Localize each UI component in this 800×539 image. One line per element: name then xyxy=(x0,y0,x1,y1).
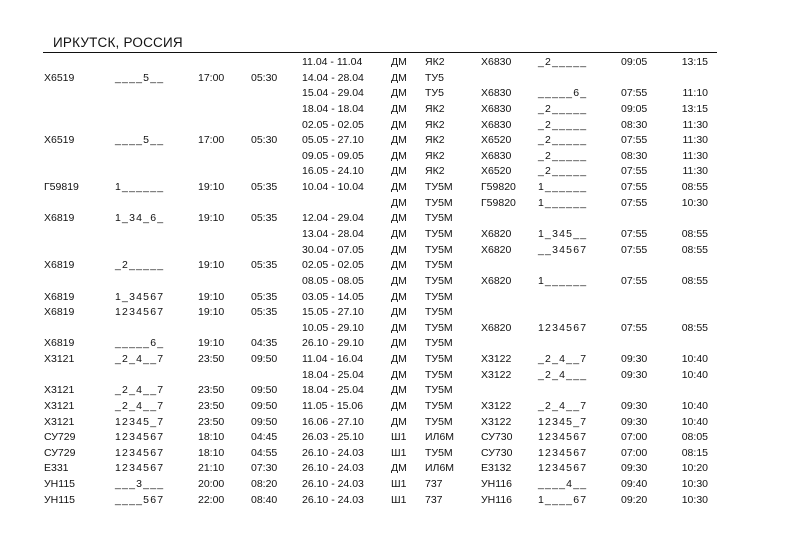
return-arrival-time-cell: 13:15 xyxy=(681,102,708,115)
flight-number-cell: УН115 xyxy=(44,493,75,506)
return-days-of-week-cell: _2_____ xyxy=(538,134,588,147)
return-flight-number-cell: СУ730 xyxy=(481,431,513,444)
days-of-week-cell: 1_34_6_ xyxy=(115,212,165,225)
days-of-week-cell: ____567 xyxy=(115,493,165,506)
validity-period-cell: 03.05 - 14.05 xyxy=(302,290,364,303)
days-of-week-cell: 1234567 xyxy=(115,446,165,459)
return-departure-time-cell: 07:55 xyxy=(621,196,648,209)
return-days-of-week-cell: _2_____ xyxy=(538,118,588,131)
return-flight-number-cell: Х6820 xyxy=(481,243,512,256)
validity-period-cell: 26.03 - 25.10 xyxy=(302,431,364,444)
return-departure-time-cell: 07:00 xyxy=(621,446,648,459)
schedule-row xyxy=(0,430,800,445)
arrival-time-cell: 04:45 xyxy=(251,431,278,444)
aircraft-type-cell: 737 xyxy=(425,493,443,506)
return-flight-number-cell: Х6830 xyxy=(481,149,512,162)
validity-period-cell: 16.06 - 27.10 xyxy=(302,415,364,428)
departure-time-cell: 18:10 xyxy=(198,431,225,444)
arrival-time-cell: 04:35 xyxy=(251,337,278,350)
terminal-cell: ДМ xyxy=(391,56,407,68)
days-of-week-cell: 1______ xyxy=(115,181,165,193)
departure-time-cell: 23:50 xyxy=(198,415,225,428)
departure-time-cell: 20:00 xyxy=(198,478,225,490)
validity-period-cell: 09.05 - 09.05 xyxy=(302,149,364,162)
flight-number-cell: Х6519 xyxy=(44,71,75,84)
return-arrival-time-cell: 13:15 xyxy=(681,56,708,68)
return-days-of-week-cell: ____4__ xyxy=(538,478,588,490)
return-days-of-week-cell: _2_____ xyxy=(538,165,588,178)
return-departure-time-cell: 07:55 xyxy=(621,181,648,193)
aircraft-type-cell: ТУ5М xyxy=(425,196,453,209)
schedule-row xyxy=(0,290,800,305)
schedule-row xyxy=(0,336,800,351)
return-days-of-week-cell: _2_4__7 xyxy=(538,353,588,365)
return-arrival-time-cell: 11:30 xyxy=(682,165,708,178)
departure-time-cell: 22:00 xyxy=(198,493,225,506)
aircraft-type-cell: ИЛ6М xyxy=(425,431,455,444)
return-flight-number-cell: Х3122 xyxy=(481,368,512,381)
validity-period-cell: 18.04 - 25.04 xyxy=(302,368,364,381)
days-of-week-cell: _2_4__7 xyxy=(115,353,165,365)
aircraft-type-cell: ЯК2 xyxy=(425,149,445,162)
schedule-row xyxy=(0,399,800,414)
days-of-week-cell: _____6_ xyxy=(115,337,165,350)
arrival-time-cell: 09:50 xyxy=(251,384,278,397)
validity-period-cell: 15.05 - 27.10 xyxy=(302,306,364,319)
terminal-cell: ДМ xyxy=(391,134,407,147)
return-departure-time-cell: 09:30 xyxy=(621,353,648,365)
flight-number-cell: Х6819 xyxy=(44,337,75,350)
flight-number-cell: Х6819 xyxy=(44,259,75,272)
return-departure-time-cell: 09:30 xyxy=(621,415,648,428)
aircraft-type-cell: ТУ5М xyxy=(425,306,453,319)
terminal-cell: ДМ xyxy=(391,399,407,412)
return-arrival-time-cell: 11:10 xyxy=(682,87,708,100)
schedule-row xyxy=(0,180,800,195)
return-days-of-week-cell: 1234567 xyxy=(538,446,588,459)
return-days-of-week-cell: 1______ xyxy=(538,274,588,287)
aircraft-type-cell: ТУ5М xyxy=(425,446,453,459)
validity-period-cell: 11.04 - 16.04 xyxy=(302,353,364,365)
arrival-time-cell: 05:35 xyxy=(251,306,278,319)
validity-period-cell: 02.05 - 02.05 xyxy=(302,118,364,131)
schedule-row xyxy=(0,243,800,258)
aircraft-type-cell: ТУ5М xyxy=(425,212,453,225)
schedule-row xyxy=(0,493,800,508)
terminal-cell: ДМ xyxy=(391,71,407,84)
return-flight-number-cell: Х6520 xyxy=(481,165,512,178)
departure-time-cell: 19:10 xyxy=(198,181,225,193)
return-arrival-time-cell: 11:30 xyxy=(682,134,708,147)
return-flight-number-cell: Х6820 xyxy=(481,274,512,287)
return-departure-time-cell: 09:05 xyxy=(621,56,648,68)
return-flight-number-cell: Х6830 xyxy=(481,87,512,100)
validity-period-cell: 12.04 - 29.04 xyxy=(302,212,364,225)
departure-time-cell: 19:10 xyxy=(198,290,225,303)
departure-time-cell: 19:10 xyxy=(198,306,225,319)
return-days-of-week-cell: 1______ xyxy=(538,196,588,209)
days-of-week-cell: 12345_7 xyxy=(115,415,165,428)
flight-number-cell: Х6819 xyxy=(44,306,75,319)
schedule-row xyxy=(0,227,800,242)
return-departure-time-cell: 09:40 xyxy=(621,478,648,490)
schedule-row xyxy=(0,164,800,179)
schedule-row xyxy=(0,446,800,461)
return-days-of-week-cell: 1234567 xyxy=(538,462,588,475)
return-arrival-time-cell: 08:15 xyxy=(681,446,708,459)
flight-number-cell: СУ729 xyxy=(44,431,76,444)
arrival-time-cell: 05:30 xyxy=(251,71,278,84)
return-departure-time-cell: 07:55 xyxy=(621,243,648,256)
return-arrival-time-cell: 10:40 xyxy=(681,415,708,428)
return-days-of-week-cell: 12345_7 xyxy=(538,415,588,428)
schedule-row xyxy=(0,274,800,289)
departure-time-cell: 21:10 xyxy=(198,462,225,475)
validity-period-cell: 26.10 - 24.03 xyxy=(302,493,364,506)
departure-time-cell: 23:50 xyxy=(198,399,225,412)
arrival-time-cell: 08:20 xyxy=(251,478,278,490)
terminal-cell: ДМ xyxy=(391,118,407,131)
return-flight-number-cell: Х6830 xyxy=(481,102,512,115)
aircraft-type-cell: ЯК2 xyxy=(425,102,445,115)
return-flight-number-cell: УН116 xyxy=(481,493,512,506)
days-of-week-cell: _2_4__7 xyxy=(115,384,165,397)
validity-period-cell: 26.10 - 24.03 xyxy=(302,462,364,475)
aircraft-type-cell: ТУ5М xyxy=(425,274,453,287)
validity-period-cell: 18.04 - 25.04 xyxy=(302,384,364,397)
days-of-week-cell: 1234567 xyxy=(115,462,165,475)
aircraft-type-cell: ТУ5М xyxy=(425,243,453,256)
schedule-row xyxy=(0,71,800,86)
return-flight-number-cell: Х6820 xyxy=(481,227,512,240)
aircraft-type-cell: ТУ5М xyxy=(425,259,453,272)
aircraft-type-cell: ТУ5М xyxy=(425,384,453,397)
return-arrival-time-cell: 10:40 xyxy=(681,353,708,365)
terminal-cell: Ш1 xyxy=(391,478,407,490)
return-departure-time-cell: 07:55 xyxy=(621,227,648,240)
schedule-row xyxy=(0,211,800,226)
return-departure-time-cell: 08:30 xyxy=(621,149,648,162)
departure-time-cell: 23:50 xyxy=(198,384,225,397)
return-flight-number-cell: Х3122 xyxy=(481,415,512,428)
terminal-cell: ДМ xyxy=(391,181,407,193)
schedule-row xyxy=(0,368,800,383)
schedule-row xyxy=(0,305,800,320)
terminal-cell: ДМ xyxy=(391,462,407,475)
terminal-cell: ДМ xyxy=(391,259,407,272)
aircraft-type-cell: ТУ5М xyxy=(425,353,453,365)
schedule-row xyxy=(0,415,800,430)
return-arrival-time-cell: 10:30 xyxy=(681,478,708,490)
departure-time-cell: 23:50 xyxy=(198,353,225,365)
days-of-week-cell: ____5__ xyxy=(115,134,165,147)
terminal-cell: ДМ xyxy=(391,384,407,397)
schedule-row xyxy=(0,118,800,133)
validity-period-cell: 13.04 - 28.04 xyxy=(302,227,364,240)
terminal-cell: ДМ xyxy=(391,196,407,209)
arrival-time-cell: 05:35 xyxy=(251,259,278,272)
return-departure-time-cell: 08:30 xyxy=(621,118,648,131)
return-flight-number-cell: Х6520 xyxy=(481,134,512,147)
return-flight-number-cell: Г59820 xyxy=(481,196,516,209)
aircraft-type-cell: ТУ5М xyxy=(425,290,453,303)
flight-number-cell: Х3121 xyxy=(44,384,75,397)
schedule-row xyxy=(0,196,800,211)
aircraft-type-cell: ТУ5М xyxy=(425,415,453,428)
validity-period-cell: 15.04 - 29.04 xyxy=(302,87,364,100)
validity-period-cell: 30.04 - 07.05 xyxy=(302,243,364,256)
page-title: ИРКУТСК, РОССИЯ xyxy=(53,35,183,50)
return-arrival-time-cell: 11:30 xyxy=(682,149,708,162)
return-flight-number-cell: Х6830 xyxy=(481,56,512,68)
schedule-row xyxy=(0,133,800,148)
schedule-row xyxy=(0,149,800,164)
arrival-time-cell: 05:35 xyxy=(251,212,278,225)
return-days-of-week-cell: 1____67 xyxy=(538,493,588,506)
aircraft-type-cell: ТУ5М xyxy=(425,227,453,240)
validity-period-cell: 02.05 - 02.05 xyxy=(302,259,364,272)
aircraft-type-cell: ЯК2 xyxy=(425,118,445,131)
terminal-cell: ДМ xyxy=(391,306,407,319)
return-flight-number-cell: СУ730 xyxy=(481,446,513,459)
arrival-time-cell: 09:50 xyxy=(251,399,278,412)
return-departure-time-cell: 07:00 xyxy=(621,431,648,444)
validity-period-cell: 11.04 - 11.04 xyxy=(302,56,363,68)
schedule-row xyxy=(0,258,800,273)
validity-period-cell: 26.10 - 24.03 xyxy=(302,446,364,459)
days-of-week-cell: _2_____ xyxy=(115,259,165,272)
return-flight-number-cell: Е3132 xyxy=(481,462,512,475)
flight-number-cell: Х3121 xyxy=(44,353,75,365)
return-flight-number-cell: Х6830 xyxy=(481,118,512,131)
validity-period-cell: 08.05 - 08.05 xyxy=(302,274,364,287)
departure-time-cell: 19:10 xyxy=(198,337,225,350)
return-departure-time-cell: 09:30 xyxy=(621,462,648,475)
return-days-of-week-cell: 1______ xyxy=(538,181,588,193)
terminal-cell: ДМ xyxy=(391,87,407,100)
aircraft-type-cell: ТУ5М xyxy=(425,399,453,412)
terminal-cell: ДМ xyxy=(391,415,407,428)
schedule-row xyxy=(0,321,800,336)
return-arrival-time-cell: 08:55 xyxy=(681,321,708,334)
validity-period-cell: 18.04 - 18.04 xyxy=(302,102,364,115)
days-of-week-cell: _2_4__7 xyxy=(115,399,165,412)
departure-time-cell: 19:10 xyxy=(198,259,225,272)
return-days-of-week-cell: _2_____ xyxy=(538,102,588,115)
aircraft-type-cell: ТУ5 xyxy=(425,71,444,84)
days-of-week-cell: ___3___ xyxy=(115,478,165,490)
flight-number-cell: СУ729 xyxy=(44,446,76,459)
arrival-time-cell: 09:50 xyxy=(251,353,278,365)
days-of-week-cell: 1_34567 xyxy=(115,290,165,303)
schedule-row xyxy=(0,352,800,367)
terminal-cell: Ш1 xyxy=(391,446,407,459)
return-arrival-time-cell: 10:40 xyxy=(681,399,708,412)
flight-number-cell: Х6819 xyxy=(44,290,75,303)
validity-period-cell: 14.04 - 28.04 xyxy=(302,71,364,84)
arrival-time-cell: 05:35 xyxy=(251,290,278,303)
terminal-cell: ДМ xyxy=(391,165,407,178)
validity-period-cell: 05.05 - 27.10 xyxy=(302,134,364,147)
return-departure-time-cell: 07:55 xyxy=(621,134,648,147)
schedule-row xyxy=(0,461,800,476)
terminal-cell: ДМ xyxy=(391,321,407,334)
return-days-of-week-cell: _2_4__7 xyxy=(538,399,588,412)
return-flight-number-cell: Х3122 xyxy=(481,399,512,412)
return-departure-time-cell: 09:20 xyxy=(621,493,648,506)
terminal-cell: ДМ xyxy=(391,102,407,115)
return-departure-time-cell: 09:05 xyxy=(621,102,648,115)
schedule-row xyxy=(0,55,800,70)
terminal-cell: ДМ xyxy=(391,212,407,225)
flight-number-cell: Х6819 xyxy=(44,212,75,225)
validity-period-cell: 26.10 - 24.03 xyxy=(302,478,364,490)
return-days-of-week-cell: 1234567 xyxy=(538,321,588,334)
return-days-of-week-cell: 1234567 xyxy=(538,431,588,444)
departure-time-cell: 17:00 xyxy=(198,71,225,84)
aircraft-type-cell: ТУ5 xyxy=(425,87,444,100)
return-arrival-time-cell: 08:05 xyxy=(681,431,708,444)
departure-time-cell: 19:10 xyxy=(198,212,225,225)
header-divider xyxy=(43,52,717,53)
return-days-of-week-cell: _2_____ xyxy=(538,149,588,162)
return-flight-number-cell: УН116 xyxy=(481,478,512,490)
departure-time-cell: 17:00 xyxy=(198,134,225,147)
terminal-cell: Ш1 xyxy=(391,431,407,444)
validity-period-cell: 10.04 - 10.04 xyxy=(302,181,364,193)
return-arrival-time-cell: 08:55 xyxy=(681,243,708,256)
aircraft-type-cell: ТУ5М xyxy=(425,368,453,381)
flight-number-cell: Х3121 xyxy=(44,399,75,412)
terminal-cell: ДМ xyxy=(391,149,407,162)
terminal-cell: ДМ xyxy=(391,243,407,256)
return-departure-time-cell: 07:55 xyxy=(621,87,648,100)
return-days-of-week-cell: _2_____ xyxy=(538,56,588,68)
return-departure-time-cell: 07:55 xyxy=(621,274,648,287)
validity-period-cell: 11.05 - 15.06 xyxy=(302,399,364,412)
arrival-time-cell: 08:40 xyxy=(251,493,278,506)
days-of-week-cell: 1234567 xyxy=(115,431,165,444)
schedule-row xyxy=(0,477,800,492)
flight-number-cell: Х6519 xyxy=(44,134,75,147)
arrival-time-cell: 04:55 xyxy=(251,446,278,459)
return-flight-number-cell: Х3122 xyxy=(481,353,512,365)
validity-period-cell: 26.10 - 29.10 xyxy=(302,337,364,350)
schedule-row xyxy=(0,102,800,117)
arrival-time-cell: 05:35 xyxy=(251,181,278,193)
aircraft-type-cell: 737 xyxy=(425,478,443,490)
aircraft-type-cell: ИЛ6М xyxy=(425,462,455,475)
return-arrival-time-cell: 10:20 xyxy=(681,462,708,475)
flight-number-cell: Х3121 xyxy=(44,415,75,428)
days-of-week-cell: 1234567 xyxy=(115,306,165,319)
return-flight-number-cell: Х6820 xyxy=(481,321,512,334)
terminal-cell: Ш1 xyxy=(391,493,407,506)
validity-period-cell: 16.05 - 24.10 xyxy=(302,165,364,178)
terminal-cell: ДМ xyxy=(391,337,407,350)
return-arrival-time-cell: 08:55 xyxy=(681,274,708,287)
return-days-of-week-cell: __34567 xyxy=(538,243,588,256)
terminal-cell: ДМ xyxy=(391,290,407,303)
return-departure-time-cell: 09:30 xyxy=(621,368,648,381)
return-arrival-time-cell: 11:30 xyxy=(682,118,708,131)
aircraft-type-cell: ЯК2 xyxy=(425,134,445,147)
return-arrival-time-cell: 10:30 xyxy=(681,196,708,209)
return-arrival-time-cell: 08:55 xyxy=(681,227,708,240)
flight-number-cell: УН115 xyxy=(44,478,75,490)
aircraft-type-cell: ЯК2 xyxy=(425,165,445,178)
return-departure-time-cell: 07:55 xyxy=(621,165,648,178)
return-days-of-week-cell: _____6_ xyxy=(538,87,588,100)
terminal-cell: ДМ xyxy=(391,353,407,365)
return-days-of-week-cell: _2_4___ xyxy=(538,368,588,381)
terminal-cell: ДМ xyxy=(391,274,407,287)
schedule-row xyxy=(0,383,800,398)
return-arrival-time-cell: 10:40 xyxy=(681,368,708,381)
arrival-time-cell: 05:30 xyxy=(251,134,278,147)
aircraft-type-cell: ТУ5М xyxy=(425,321,453,334)
return-arrival-time-cell: 08:55 xyxy=(681,181,708,193)
flight-number-cell: Е331 xyxy=(44,462,69,475)
arrival-time-cell: 07:30 xyxy=(251,462,278,475)
terminal-cell: ДМ xyxy=(391,227,407,240)
aircraft-type-cell: ТУ5М xyxy=(425,181,453,193)
return-days-of-week-cell: 1_345__ xyxy=(538,227,588,240)
return-arrival-time-cell: 10:30 xyxy=(681,493,708,506)
return-departure-time-cell: 07:55 xyxy=(621,321,648,334)
aircraft-type-cell: ЯК2 xyxy=(425,56,445,68)
aircraft-type-cell: ТУ5М xyxy=(425,337,453,350)
terminal-cell: ДМ xyxy=(391,368,407,381)
flight-number-cell: Г59819 xyxy=(44,181,79,193)
days-of-week-cell: ____5__ xyxy=(115,71,165,84)
validity-period-cell: 10.05 - 29.10 xyxy=(302,321,364,334)
arrival-time-cell: 09:50 xyxy=(251,415,278,428)
schedule-row xyxy=(0,86,800,101)
return-departure-time-cell: 09:30 xyxy=(621,399,648,412)
departure-time-cell: 18:10 xyxy=(198,446,225,459)
return-flight-number-cell: Г59820 xyxy=(481,181,516,193)
